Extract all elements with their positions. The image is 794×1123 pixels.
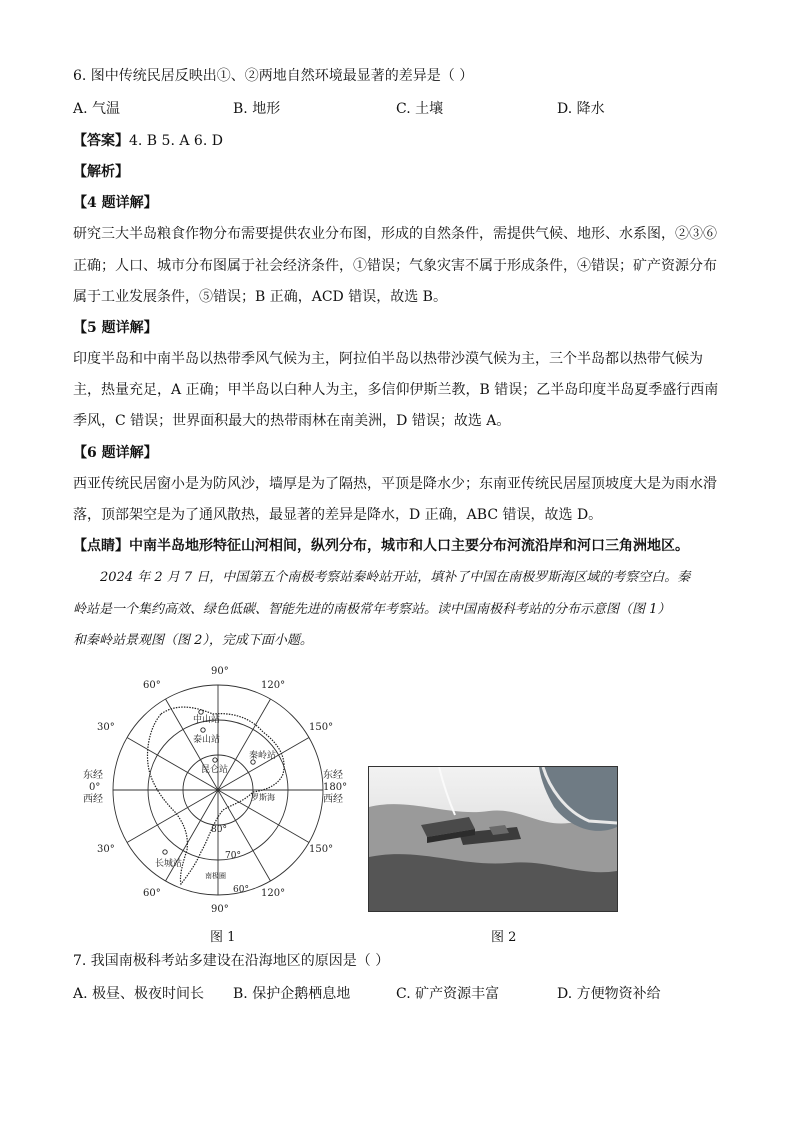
zhongshan-marker: [199, 710, 203, 714]
q6-option-c: C. 土壤: [396, 101, 444, 117]
answer-tag: 【答案】: [73, 133, 129, 149]
q6-option-a: A. 气温: [73, 101, 121, 117]
q5-line: 季风，C 错误；世界面积最大的热带雨林在南美洲，D 错误；故选 A。: [73, 413, 511, 429]
deg-label: 120°: [261, 888, 286, 899]
deg-label: 西经: [83, 794, 103, 805]
station-markers: [163, 710, 255, 854]
q7-stem: 7. 我国南极科考站多建设在沿海地区的原因是（ ）: [73, 953, 390, 969]
q6-option-b: B. 地形: [233, 101, 281, 117]
deg-label: 90°: [211, 666, 229, 677]
station-label: 长城站: [155, 859, 183, 869]
q4-line: 研究三大半岛粮食作物分布需要提供农业分布图，形成的自然条件，需提供气候、地形、水系图，②③⑥: [73, 226, 717, 242]
deg-label: 0°: [89, 782, 101, 793]
taishan-marker: [201, 728, 205, 732]
q5-title: 【5 题详解】: [73, 320, 158, 336]
deg-label: 120°: [261, 680, 286, 691]
deg-label: 西经: [323, 794, 343, 805]
q7-option-a: A. 极昼、极夜时间长: [73, 986, 205, 1002]
q6-option-d: D. 降水: [557, 101, 605, 117]
tip-text: 中南半岛地形特征山河相间，纵列分布，城市和人口主要分布河流沿岸和河口三角洲地区。: [129, 538, 689, 554]
station-label: 昆仑站: [201, 765, 229, 775]
q6d-title: 【6 题详解】: [73, 445, 158, 461]
deg-label: 90°: [211, 904, 229, 915]
tip-row: [73, 536, 689, 556]
answer-text: 4. B 5. A 6. D: [129, 133, 223, 149]
antarctic-station-map: [83, 662, 353, 917]
deg-label: 80°: [211, 825, 227, 835]
deg-label: 东经: [83, 770, 103, 781]
deg-label: 150°: [309, 844, 334, 855]
station-label: 泰山站: [193, 735, 221, 745]
q5-line: 印度半岛和中南半岛以热带季风气候为主，阿拉伯半岛以热带沙漠气候为主，三个半岛都以热带气候为: [73, 351, 703, 367]
changcheng-marker: [163, 850, 167, 854]
q6-stem: 6. 图中传统民居反映出①、②两地自然环境最显著的差异是（ ）: [73, 68, 474, 84]
deg-label: 30°: [97, 844, 115, 855]
photo-illustration: [369, 767, 617, 911]
q7-option-b: B. 保护企鹅栖息地: [233, 986, 351, 1002]
passage-line: 2024 年 2 月 7 日，中国第五个南极考察站秦岭站开站，填补了中国在南极罗斯海区域的考察空白。秦: [100, 570, 691, 585]
passage-line: 和秦岭站景观图（图 2），完成下面小题。: [73, 633, 313, 648]
q7-option-c: C. 矿产资源丰富: [396, 986, 500, 1002]
passage-line: 岭站是一个集约高效、绿色低碳、智能先进的南极常年考察站。读中国南极科考站的分布示意图（图 1）: [73, 602, 671, 617]
q6d-line: 西亚传统民居窗小是为防风沙，墙厚是为了隔热，平顶是降水少；东南亚传统民居屋顶坡度大是为雨水滑: [73, 476, 717, 492]
kunlun-marker: [213, 758, 217, 762]
q4-line: 属于工业发展条件，⑤错误；B 正确，ACD 错误，故选 B。: [73, 289, 447, 305]
tip-tag: 【点睛】: [73, 538, 129, 554]
deg-label: 70°: [225, 851, 241, 861]
sea-label: 罗斯海: [251, 793, 275, 802]
q4-title: 【4 题详解】: [73, 195, 158, 211]
deg-label: 60°: [143, 680, 161, 691]
q4-line: 正确；人口、城市分布图属于社会经济条件，①错误；气象灾害不属于形成条件，④错误；矿产资源分布: [73, 258, 717, 274]
deg-label: 180°: [323, 782, 348, 793]
analysis-tag: 【解析】: [73, 164, 129, 180]
q6d-line: 落，顶部架空是为了通风散热，最显著的差异是降水，D 正确，ABC 错误，故选 D。: [73, 507, 603, 523]
qinling-station-photo: [368, 766, 618, 912]
deg-label: 60°: [143, 888, 161, 899]
station-label: 秦岭站: [249, 751, 277, 761]
deg-label: 60°: [233, 885, 249, 895]
fig2-caption: 图 2: [491, 930, 517, 945]
answer-row: [73, 131, 223, 151]
q5-line: 主，热量充足，A 正确；甲半岛以白种人为主，多信仰伊斯兰教，B 错误；乙半岛印度半岛夏季盛行西南: [73, 382, 719, 398]
deg-label: 30°: [97, 722, 115, 733]
q7-option-d: D. 方便物资补给: [557, 986, 661, 1002]
deg-label: 东经: [323, 770, 343, 781]
circle-label: 南极圈: [205, 872, 226, 880]
deg-label: 150°: [309, 722, 334, 733]
station-label: 中山站: [193, 715, 221, 725]
fig1-caption: 图 1: [210, 930, 236, 945]
